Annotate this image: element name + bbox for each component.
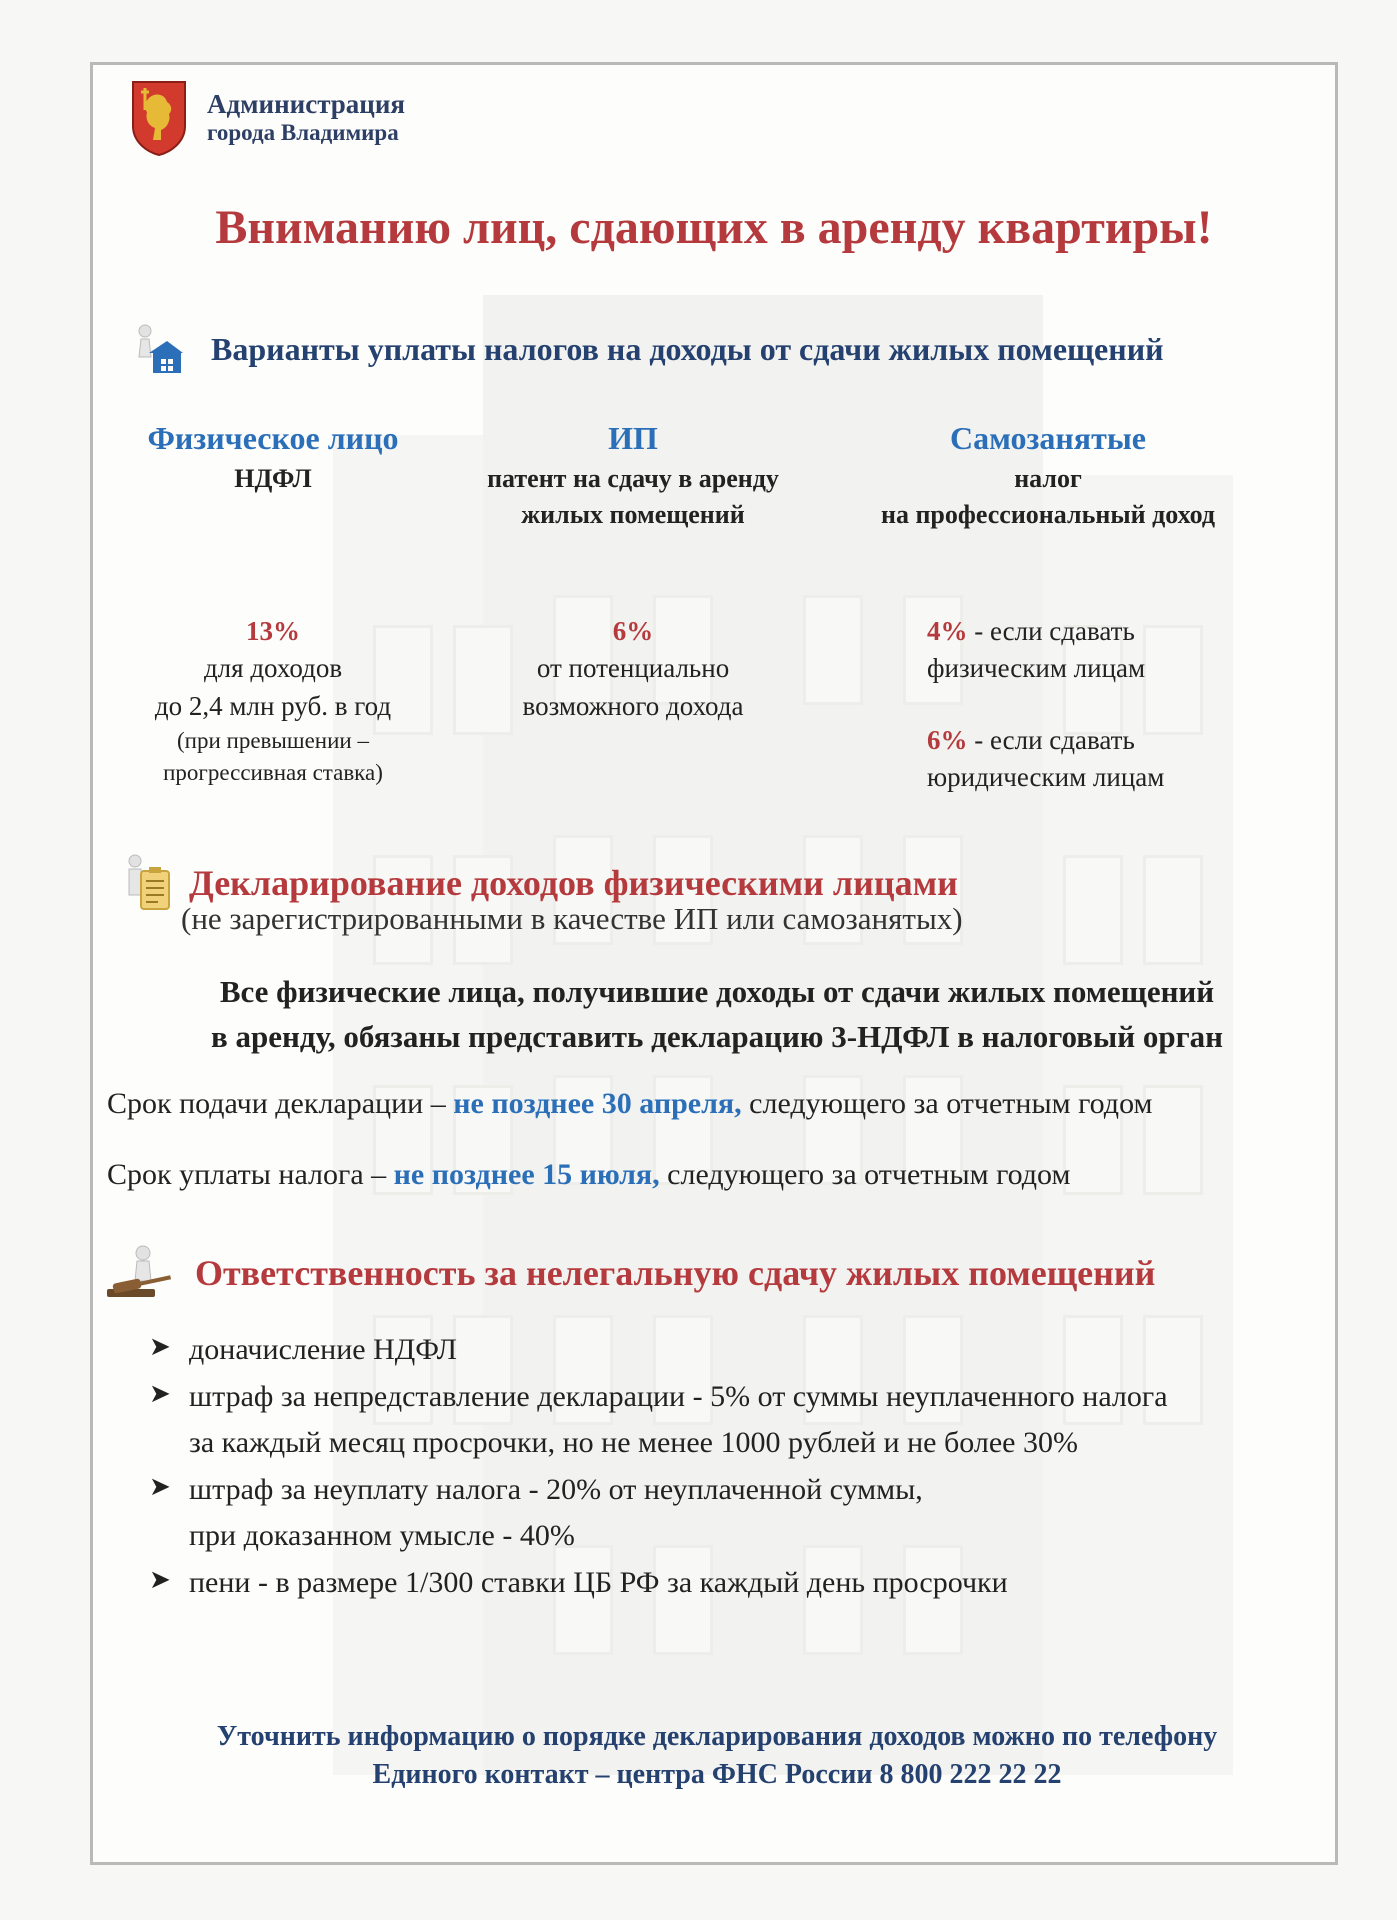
responsibility-list [125, 1327, 1305, 1606]
admin-name-line1: Администрация [207, 89, 406, 120]
header [131, 80, 405, 156]
coat-of-arms-icon [131, 80, 187, 156]
gavel-icon [103, 1243, 183, 1303]
deadline-payment-date: не позднее 15 июля, [393, 1158, 660, 1191]
rate-selfemployed-individuals-text: - если сдавать [967, 616, 1135, 646]
rate-individual-text-line1: для доходов [203, 653, 343, 684]
column-selfemployed-subtitle-line1: налог [1014, 464, 1082, 493]
deadline-payment-suffix: следующего за отчетным годом [659, 1158, 1071, 1191]
rate-ip [433, 613, 833, 725]
column-selfemployed-subtitle-line2: на профессиональный доход [880, 500, 1216, 530]
deadline-filing [107, 1087, 1153, 1121]
declaration-title: Декларирование доходов физическими лицами [189, 863, 958, 903]
list-item [125, 1327, 1305, 1374]
list-item-line1: штраф за непредставление декларации - 5% от суммы неуплаченного налога [189, 1379, 1168, 1413]
list-item-line2: за каждый месяц просрочки, но не менее 1000 рублей и не более 30% [189, 1426, 1078, 1459]
rate-selfemployed-legal-text2: юридическим лицам [927, 761, 1165, 792]
rate-ip-text-line1: от потенциально [536, 653, 730, 684]
footer-line2: Единого контакт – центра ФНС России 8 800 222 22 22 [372, 1758, 1062, 1790]
rate-selfemployed [927, 613, 1307, 796]
page-title: Вниманию лиц, сдающих в аренду квартиры! [215, 201, 1213, 254]
column-ip [433, 420, 833, 534]
column-ip-subtitle-line1: патент на сдачу в аренду [487, 464, 779, 493]
tax-section-heading [131, 323, 1164, 375]
house-icon [131, 323, 183, 375]
tax-section-title: Варианты уплаты налогов на доходы от сдачи жилых помещений [211, 330, 1164, 367]
arrow-bullet-icon: ➤ [149, 1471, 171, 1501]
rate-individual-note-line1: (при превышении – [177, 727, 369, 753]
arrow-bullet-icon: ➤ [149, 1564, 171, 1594]
list-item [125, 1374, 1305, 1467]
rate-selfemployed-legal-text: - если сдавать [967, 724, 1135, 755]
deadline-filing-prefix: Срок подачи декларации – [107, 1087, 454, 1120]
footer-line1: Уточнить информацию о порядке декларирования доходов можно по телефону [216, 1721, 1218, 1752]
deadline-filing-suffix: следующего за отчетным годом [741, 1087, 1153, 1120]
rate-selfemployed-individuals-value: 4% [927, 616, 968, 646]
rate-individual [123, 613, 423, 789]
arrow-bullet-icon: ➤ [149, 1378, 171, 1408]
clipboard-icon [123, 853, 173, 913]
rate-selfemployed-legal-value: 6% [927, 724, 968, 755]
rate-selfemployed-individuals-text2: физическим лицам [927, 653, 1146, 684]
rate-ip-value: 6% [612, 616, 654, 646]
list-item-line1: штраф за неуплату налога - 20% от неуплаченной суммы, [189, 1472, 923, 1506]
rate-individual-note-line2: прогрессивная ставка) [163, 759, 383, 785]
rate-ip-text-line2: возможного дохода [522, 690, 744, 721]
list-item [125, 1467, 1305, 1560]
declaration-body-line2: в аренду, обязаны представить декларацию 3-НДФЛ в налоговый орган [210, 1018, 1224, 1054]
declaration-body [93, 970, 1338, 1060]
column-individual-subtitle: НДФЛ [234, 464, 312, 493]
admin-name-line2: города Владимира [207, 120, 399, 146]
declaration-body-line1: Все физические лица, получившие доходы от сдачи жилых помещений [219, 974, 1215, 1009]
list-item-line1: пени - в размере 1/300 ставки ЦБ РФ за каждый день просрочки [189, 1565, 1008, 1599]
column-ip-title: ИП [608, 420, 658, 456]
declaration-subtitle: (не зарегистрированными в качестве ИП или самозанятых) [181, 901, 963, 936]
column-selfemployed [833, 420, 1263, 534]
column-individual-title: Физическое лицо [147, 420, 399, 456]
responsibility-title: Ответственность за нелегальную сдачу жилых помещений [195, 1253, 1156, 1293]
list-item-line2: при доказанном умысле - 40% [189, 1519, 575, 1552]
arrow-bullet-icon: ➤ [149, 1332, 171, 1361]
deadline-payment [107, 1158, 1070, 1192]
responsibility-heading [103, 1243, 1155, 1303]
column-individual [123, 420, 423, 497]
list-item-line1: доначисление НДФЛ [189, 1333, 458, 1366]
deadline-filing-date: не позднее 30 апреля, [453, 1087, 742, 1120]
poster [90, 62, 1338, 1865]
column-selfemployed-title: Самозанятые [950, 420, 1146, 456]
list-item [125, 1560, 1305, 1607]
rate-individual-value: 13% [246, 616, 300, 646]
rate-individual-text-line2: до 2,4 млн руб. в год [154, 690, 392, 721]
footer-contact [93, 1718, 1338, 1794]
column-ip-subtitle-line2: жилых помещений [521, 500, 745, 530]
deadline-payment-prefix: Срок уплаты налога – [107, 1158, 394, 1191]
